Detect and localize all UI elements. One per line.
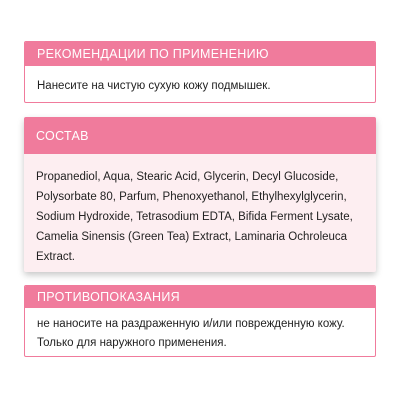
composition-card <box>24 117 376 272</box>
contraindications-title: ПРОТИВОПОКАЗАНИЯ <box>25 286 375 308</box>
usage-recommendations-title: РЕКОМЕНДАЦИИ ПО ПРИМЕНЕНИЮ <box>25 42 375 66</box>
usage-recommendations-text: Нанесите на чистую сухую кожу подмышек. <box>37 80 271 92</box>
contraindications-card <box>24 285 376 357</box>
contraindications-text: не наносите на раздраженную и/или поврежденную кожу. Только для наружного применения. <box>37 318 345 349</box>
composition-title: СОСТАВ <box>24 117 376 154</box>
composition-text: Propanediol, Aqua, Stearic Acid, Glycerin, Decyl Glucoside, Polysorbate 80, Parfum, Phenoxyethanol, Ethylhexylglycerin, Sodium Hydroxide, Tetrasodium EDTA, Bifida Ferment Lysate, Camelia Sinensis (Green Tea) Extract, Laminaria Ochroleuca Extract. <box>36 171 353 263</box>
usage-recommendations-card <box>24 41 376 103</box>
